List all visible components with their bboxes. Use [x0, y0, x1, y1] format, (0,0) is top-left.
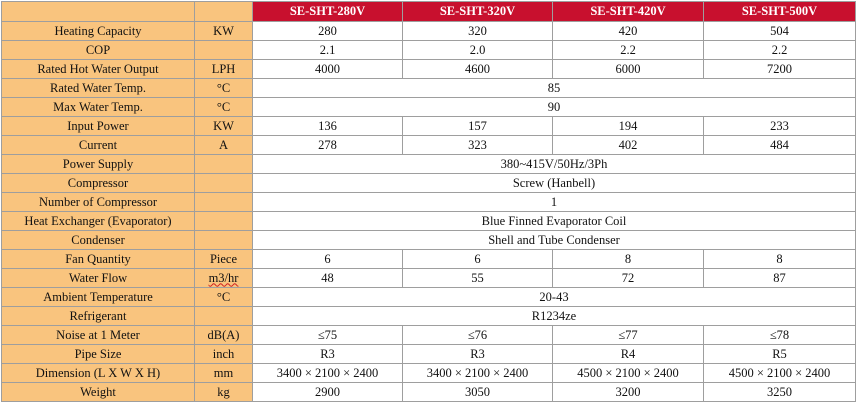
value-cell: 87 [704, 269, 856, 288]
row-label: Power Supply [2, 155, 195, 174]
value-cell: 504 [704, 22, 856, 41]
value-cell: R4 [553, 345, 704, 364]
value-cell: 3250 [704, 383, 856, 402]
table-row [2, 193, 856, 212]
value-cell: 6000 [553, 60, 704, 79]
row-unit [195, 41, 253, 60]
table-row [2, 307, 856, 326]
row-label: Refrigerant [2, 307, 195, 326]
model-header: SE-SHT-320V [403, 2, 553, 22]
row-label: Pipe Size [2, 345, 195, 364]
row-unit: KW [195, 22, 253, 41]
value-cell: 6 [403, 250, 553, 269]
row-unit: KW [195, 117, 253, 136]
value-cell: 2.2 [553, 41, 704, 60]
header-blank-param [2, 2, 195, 22]
row-label: Rated Water Temp. [2, 79, 195, 98]
shared-value-cell: Blue Finned Evaporator Coil [253, 212, 856, 231]
shared-value-cell: 20-43 [253, 288, 856, 307]
row-label: Fan Quantity [2, 250, 195, 269]
row-unit [195, 193, 253, 212]
row-label: Ambient Temperature [2, 288, 195, 307]
table-row [2, 155, 856, 174]
value-cell: 4500 × 2100 × 2400 [704, 364, 856, 383]
value-cell: ≤77 [553, 326, 704, 345]
row-unit [195, 231, 253, 250]
row-unit: kg [195, 383, 253, 402]
value-cell: 3400 × 2100 × 2400 [253, 364, 403, 383]
value-cell: 278 [253, 136, 403, 155]
model-header: SE-SHT-280V [253, 2, 403, 22]
row-label: COP [2, 41, 195, 60]
table-row [2, 136, 856, 155]
value-cell: 4500 × 2100 × 2400 [553, 364, 704, 383]
shared-value-cell: Screw (Hanbell) [253, 174, 856, 193]
row-unit: LPH [195, 60, 253, 79]
value-cell: 136 [253, 117, 403, 136]
shared-value-cell: 90 [253, 98, 856, 117]
model-header: SE-SHT-500V [704, 2, 856, 22]
header-blank-unit [195, 2, 253, 22]
table-row [2, 326, 856, 345]
row-unit: m3/hr [195, 269, 253, 288]
row-unit [195, 307, 253, 326]
table-row [2, 345, 856, 364]
shared-value-cell: 85 [253, 79, 856, 98]
value-cell: 280 [253, 22, 403, 41]
row-unit: Piece [195, 250, 253, 269]
value-cell: 420 [553, 22, 704, 41]
row-label: Water Flow [2, 269, 195, 288]
value-cell: 3200 [553, 383, 704, 402]
shared-value-cell: 380~415V/50Hz/3Ph [253, 155, 856, 174]
value-cell: R5 [704, 345, 856, 364]
value-cell: 157 [403, 117, 553, 136]
value-cell: 233 [704, 117, 856, 136]
shared-value-cell: 1 [253, 193, 856, 212]
model-header: SE-SHT-420V [553, 2, 704, 22]
row-label: Noise at 1 Meter [2, 326, 195, 345]
table-row [2, 231, 856, 250]
table-row [2, 117, 856, 136]
value-cell: 7200 [704, 60, 856, 79]
value-cell: 72 [553, 269, 704, 288]
row-label: Number of Compressor [2, 193, 195, 212]
value-cell: R3 [403, 345, 553, 364]
row-label: Heating Capacity [2, 22, 195, 41]
value-cell: 4600 [403, 60, 553, 79]
table-row [2, 288, 856, 307]
header-row [2, 2, 856, 22]
row-label: Compressor [2, 174, 195, 193]
table-row [2, 174, 856, 193]
table-row [2, 79, 856, 98]
value-cell: ≤78 [704, 326, 856, 345]
row-unit [195, 174, 253, 193]
table-row [2, 269, 856, 288]
row-label: Condenser [2, 231, 195, 250]
value-cell: 6 [253, 250, 403, 269]
row-label: Rated Hot Water Output [2, 60, 195, 79]
value-cell: ≤76 [403, 326, 553, 345]
value-cell: 2.1 [253, 41, 403, 60]
value-cell: 2.2 [704, 41, 856, 60]
shared-value-cell: R1234ze [253, 307, 856, 326]
value-cell: 48 [253, 269, 403, 288]
value-cell: 194 [553, 117, 704, 136]
spec-table [1, 1, 856, 402]
row-unit: °C [195, 288, 253, 307]
value-cell: 3050 [403, 383, 553, 402]
table-row [2, 212, 856, 231]
value-cell: 55 [403, 269, 553, 288]
value-cell: ≤75 [253, 326, 403, 345]
value-cell: 323 [403, 136, 553, 155]
table-row [2, 364, 856, 383]
value-cell: R3 [253, 345, 403, 364]
row-unit: mm [195, 364, 253, 383]
row-label: Max Water Temp. [2, 98, 195, 117]
value-cell: 8 [704, 250, 856, 269]
row-unit: inch [195, 345, 253, 364]
value-cell: 3400 × 2100 × 2400 [403, 364, 553, 383]
value-cell: 4000 [253, 60, 403, 79]
row-unit: °C [195, 79, 253, 98]
table-row [2, 250, 856, 269]
shared-value-cell: Shell and Tube Condenser [253, 231, 856, 250]
value-cell: 8 [553, 250, 704, 269]
table-row [2, 41, 856, 60]
row-label: Input Power [2, 117, 195, 136]
table-row [2, 60, 856, 79]
row-unit: A [195, 136, 253, 155]
row-label: Heat Exchanger (Evaporator) [2, 212, 195, 231]
table-row [2, 98, 856, 117]
value-cell: 484 [704, 136, 856, 155]
row-label: Current [2, 136, 195, 155]
value-cell: 2.0 [403, 41, 553, 60]
value-cell: 2900 [253, 383, 403, 402]
row-unit [195, 155, 253, 174]
row-unit: °C [195, 98, 253, 117]
value-cell: 402 [553, 136, 704, 155]
row-label: Weight [2, 383, 195, 402]
value-cell: 320 [403, 22, 553, 41]
table-row [2, 22, 856, 41]
spec-body [2, 22, 856, 402]
table-row [2, 383, 856, 402]
row-unit: dB(A) [195, 326, 253, 345]
row-label: Dimension (L X W X H) [2, 364, 195, 383]
row-unit [195, 212, 253, 231]
